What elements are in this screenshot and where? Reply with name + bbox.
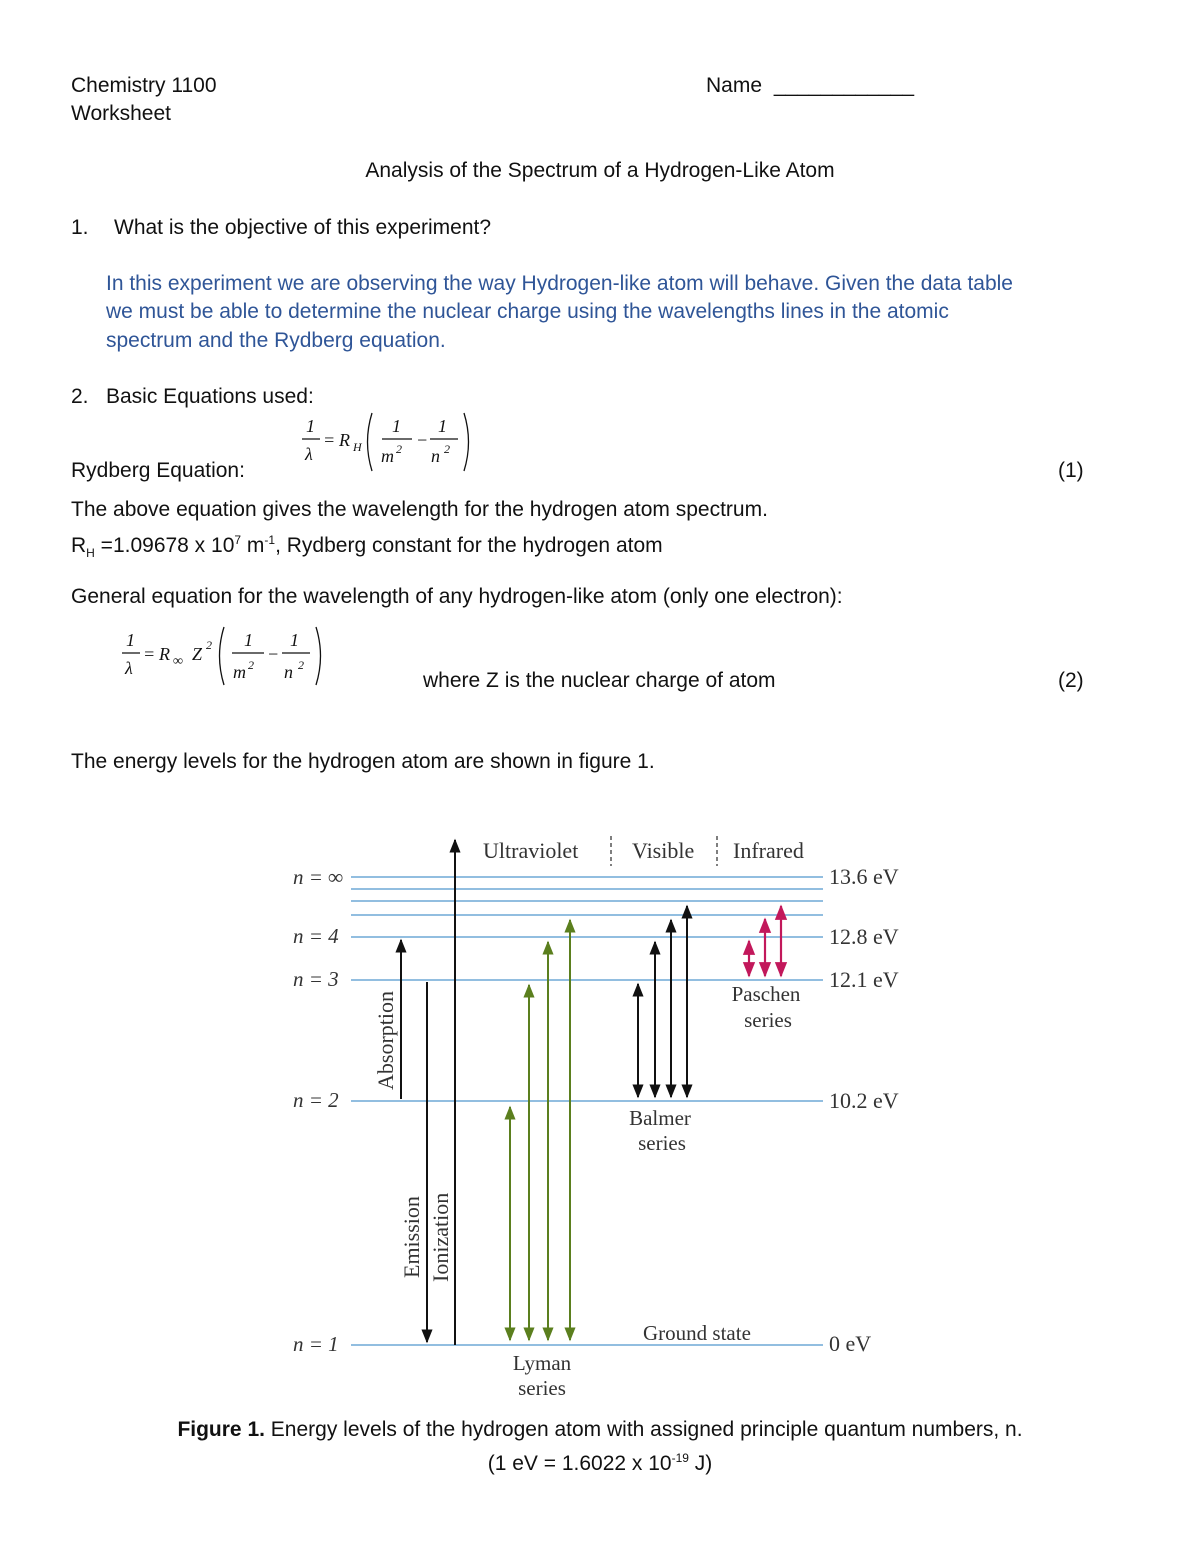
constant-R-sub: H	[86, 546, 95, 561]
eq1-minus: −	[416, 430, 429, 450]
paschen-arrows	[749, 906, 781, 976]
energy-level-diagram	[0, 820, 1200, 1410]
region-visible: Visible	[632, 838, 695, 863]
eq1-n-sq: 2	[444, 442, 450, 456]
paschen-series-label: series	[744, 1008, 792, 1032]
page-title: Analysis of the Spectrum of a Hydrogen-Like Atom	[365, 159, 835, 182]
balmer-arrows	[638, 906, 687, 1097]
eq2-m: m	[233, 662, 246, 682]
q1-answer-line: spectrum and the Rydberg equation.	[106, 329, 446, 352]
eq2-numerator: 1	[126, 630, 135, 650]
constant-exp: 7	[234, 533, 242, 547]
lyman-label: Lyman	[512, 1351, 572, 1375]
eq2-R: R	[159, 644, 170, 664]
eq1-description: The above equation gives the wavelength for the hydrogen atom spectrum.	[71, 498, 768, 521]
eq2-R-sub: ∞	[173, 654, 183, 669]
eq1-one-a: 1	[392, 416, 401, 436]
rydberg-equation	[292, 408, 482, 478]
eq1-m: m	[381, 446, 394, 466]
q2-heading: Basic Equations used:	[106, 385, 314, 408]
energy-label-10.2: 10.2 eV	[829, 1088, 899, 1113]
q1-answer-line: we must be able to determine the nuclear charge using the wavelengths lines in the atomic	[106, 300, 949, 323]
eq2-number: (2)	[1058, 669, 1084, 692]
lyman-arrows	[510, 920, 570, 1340]
eq2-n-sq: 2	[298, 658, 304, 672]
caption-text: Energy levels of the hydrogen atom with assigned principle quantum numbers, n.	[264, 1418, 1023, 1441]
document-type: Worksheet	[71, 102, 171, 125]
rydberg-constant	[71, 527, 663, 566]
region-infrared: Infrared	[733, 838, 804, 863]
eq1-number: (1)	[1058, 459, 1084, 482]
ground-state-label: Ground state	[643, 1321, 751, 1345]
caption-line2-prefix: (1 eV = 1.6022 x 10	[487, 1452, 672, 1475]
eq2-where: where Z is the nuclear charge of atom	[423, 669, 776, 692]
eq2-n: n	[284, 662, 293, 682]
eq2-Z: Z	[192, 644, 203, 664]
eq2-one-a: 1	[244, 630, 253, 650]
caption-line2-suffix: J)	[688, 1452, 713, 1475]
q2-number: 2.	[71, 385, 89, 408]
constant-R: R	[71, 534, 87, 557]
course-title: Chemistry 1100	[71, 74, 217, 97]
level-label-n3: n = 3	[293, 967, 339, 991]
emission-label: Emission	[399, 1196, 424, 1278]
q1-answer-line: In this experiment we are observing the way Hydrogen-like atom will behave. Given the data table	[106, 272, 1013, 295]
level-label-infinity: n = ∞	[293, 865, 344, 889]
rydberg-label: Rydberg Equation:	[71, 459, 245, 482]
ionization-label: Ionization	[428, 1192, 453, 1282]
paschen-label: Paschen	[731, 982, 801, 1006]
figure-caption	[0, 1417, 1200, 1443]
q1-number: 1.	[71, 216, 89, 239]
constant-suffix: , Rydberg constant for the hydrogen atom	[275, 534, 663, 557]
level-label-n1: n = 1	[293, 1332, 339, 1356]
caption-line2-exp: -19	[671, 1451, 689, 1465]
name-field[interactable]	[706, 73, 914, 99]
eq1-R: R	[339, 430, 350, 450]
region-ultraviolet: Ultraviolet	[483, 838, 579, 863]
eq2-one-b: 1	[290, 630, 299, 650]
eq2-lambda: λ	[125, 658, 133, 678]
general-rydberg-equation	[112, 622, 332, 692]
caption-bold: Figure 1.	[177, 1418, 265, 1441]
energy-levels-intro: The energy levels for the hydrogen atom are shown in figure 1.	[71, 750, 655, 773]
energy-label-12.1: 12.1 eV	[829, 967, 899, 992]
level-label-n4: n = 4	[293, 924, 339, 948]
level-label-n2: n = 2	[293, 1088, 339, 1112]
name-label: Name	[706, 74, 763, 97]
eq1-one-b: 1	[438, 416, 447, 436]
constant-unit: m	[241, 534, 265, 557]
eq1-R-sub: H	[353, 440, 362, 454]
name-blank: ____________	[773, 74, 915, 97]
balmer-series-label: series	[638, 1131, 686, 1155]
eq1-lambda: λ	[305, 444, 313, 464]
q1-question: What is the objective of this experiment?	[114, 216, 492, 239]
lyman-series-label: series	[518, 1376, 566, 1400]
energy-label-12.8: 12.8 eV	[829, 924, 899, 949]
balmer-label: Balmer	[629, 1106, 691, 1130]
eq1-m-sq: 2	[396, 442, 402, 456]
eq2-m-sq: 2	[248, 658, 254, 672]
eq2-Z-sq: 2	[206, 638, 212, 652]
caption-conversion	[0, 1445, 1200, 1477]
absorption-label: Absorption	[373, 991, 398, 1090]
energy-label-13.6: 13.6 eV	[829, 864, 899, 889]
eq2-equals: =	[143, 644, 156, 664]
eq1-numerator: 1	[306, 416, 315, 436]
eq1-n: n	[431, 446, 440, 466]
general-equation-description: General equation for the wavelength of any hydrogen-like atom (only one electron):	[71, 585, 843, 608]
eq1-equals: =	[323, 430, 336, 450]
constant-value: =1.09678 x 10	[94, 534, 235, 557]
energy-label-0: 0 eV	[829, 1331, 872, 1356]
eq2-minus: −	[267, 644, 280, 664]
constant-unit-exp: -1	[264, 533, 276, 547]
